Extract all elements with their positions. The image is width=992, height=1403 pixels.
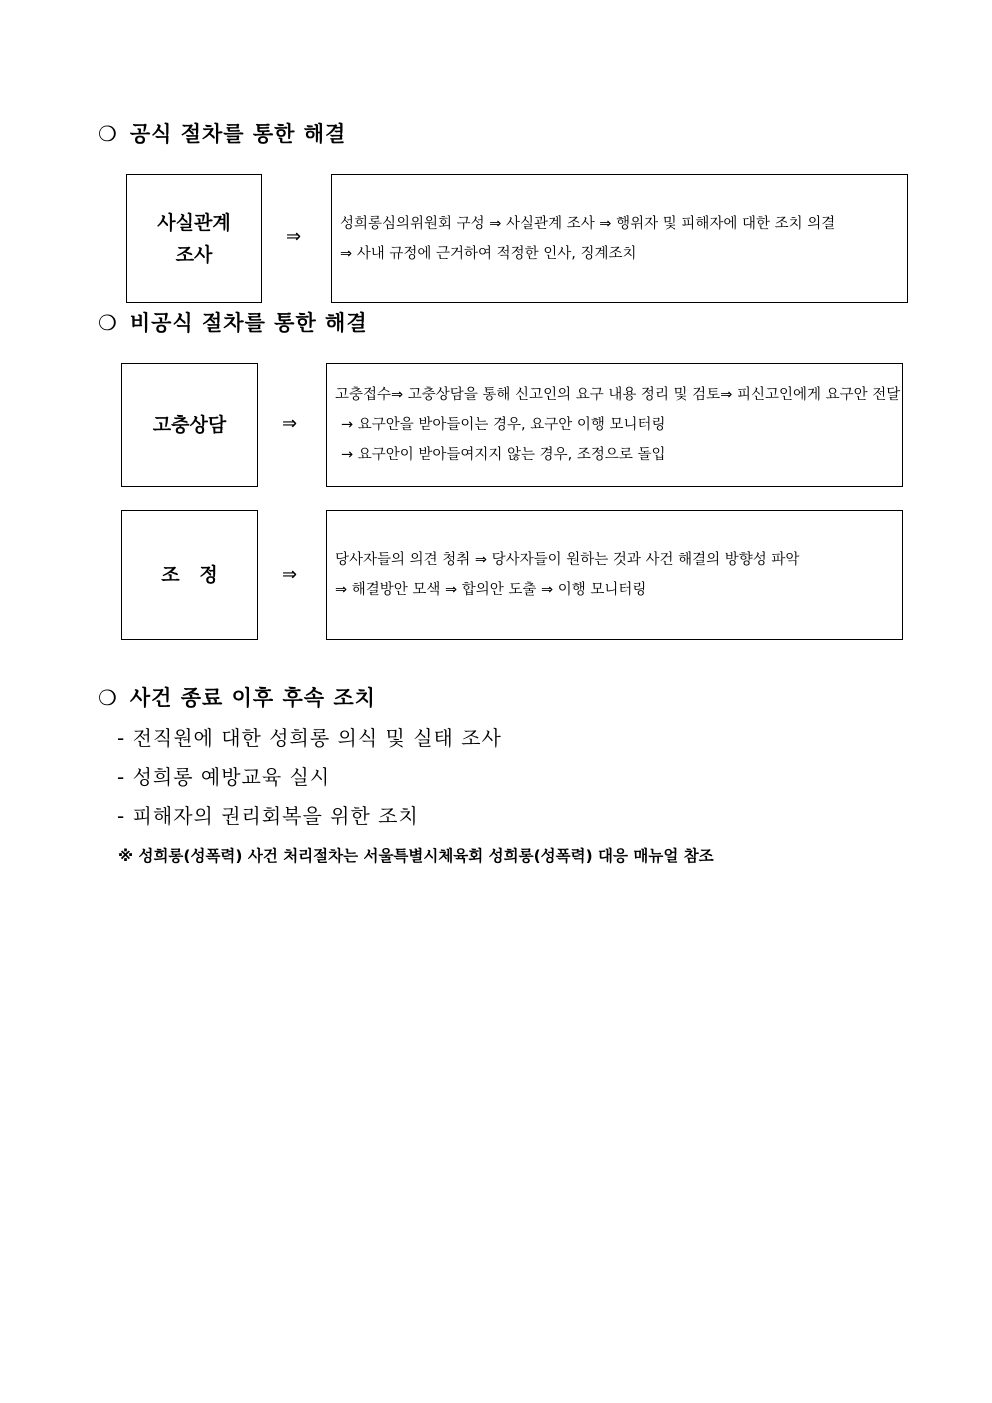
section-heading-informal: [98, 307, 368, 337]
heading-text: 공식 절차를 통한 해결: [129, 122, 347, 146]
double-arrow-icon: ⇒: [282, 564, 298, 585]
label-line-2: 조사: [175, 243, 213, 266]
process-line-1: 당사자들의 의견 청취 ⇒ 당사자들이 원하는 것과 사건 해결의 방향성 파악: [335, 552, 800, 568]
double-arrow-icon: ⇒: [286, 226, 302, 247]
label-text: 조 정: [161, 564, 218, 586]
reference-note: ※ 성희롱(성폭력) 사건 처리절차는 서울특별시체육회 성희롱(성폭력) 대응 매뉴얼 참조: [118, 847, 714, 865]
followup-item-survey: - 전직원에 대한 성희롱 의식 및 실태 조사: [117, 726, 502, 750]
counseling-process-box: [326, 363, 903, 487]
process-line-2: ⇒ 사내 규정에 근거하여 적정한 인사, 징계조치: [340, 245, 637, 262]
process-line-1: 성희롱심의위원회 구성 ⇒ 사실관계 조사 ⇒ 행위자 및 피해자에 대한 조치 의결: [340, 215, 836, 232]
heading-text: 비공식 절차를 통한 해결: [129, 311, 368, 335]
circle-bullet-icon: ❍: [98, 686, 118, 710]
fact-finding-label-box: [126, 174, 262, 303]
circle-bullet-icon: ❍: [98, 311, 118, 335]
circle-bullet-icon: ❍: [98, 122, 118, 146]
formal-process-box: [331, 174, 908, 303]
label-line-1: 사실관계: [157, 211, 231, 234]
label-text: 고충상담: [152, 414, 227, 436]
process-line-3: → 요구안이 받아들여지지 않는 경우, 조정으로 돌입: [341, 447, 666, 463]
heading-text: 사건 종료 이후 후속 조치: [129, 686, 376, 710]
process-line-2: → 요구안을 받아들이는 경우, 요구안 이행 모니터링: [341, 417, 666, 433]
section-heading-followup: [98, 682, 376, 712]
followup-item-education: - 성희롱 예방교육 실시: [117, 765, 331, 789]
double-arrow-icon: ⇒: [282, 413, 298, 434]
section-heading-formal: [98, 118, 346, 148]
process-line-1: 고충접수⇒ 고충상담을 통해 신고인의 요구 내용 정리 및 검토⇒ 피신고인에게 요구안 전달: [335, 387, 901, 403]
followup-item-recovery: - 피해자의 권리회복을 위한 조치: [117, 804, 419, 828]
mediation-process-box: [326, 510, 903, 640]
counseling-label-box: [121, 363, 258, 487]
process-line-2: ⇒ 해결방안 모색 ⇒ 합의안 도출 ⇒ 이행 모니터링: [335, 582, 647, 598]
mediation-label-box: [121, 510, 258, 640]
